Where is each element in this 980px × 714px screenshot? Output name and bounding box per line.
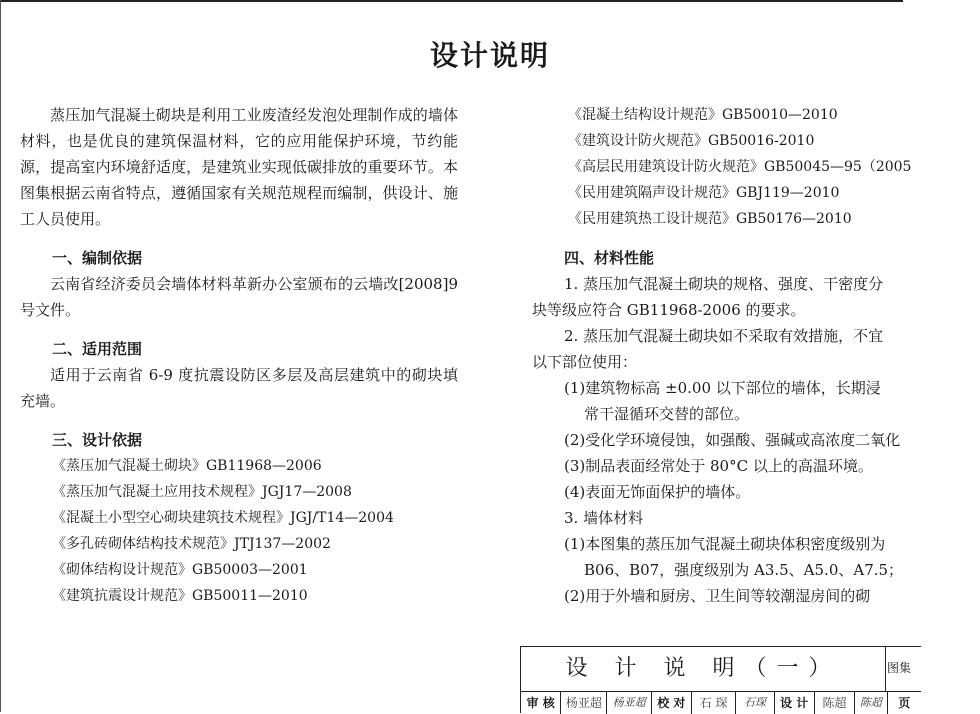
reference-item: 《蒸压加气混凝土应用技术规程》JGJ17—2008 <box>52 484 352 500</box>
body-line: 3. 墙体材料 <box>564 509 644 527</box>
body-line: 块等级应符合 GB11968-2006 的要求。 <box>532 301 806 319</box>
review-label: 审 核 <box>521 692 561 714</box>
section-1-text: 云南省经济委员会墙体材料革新办公室颁布的云墙改[2008]9 号文件。 <box>20 275 458 319</box>
section-2-heading: 二、适用范围 <box>52 340 143 358</box>
design-label: 设 计 <box>775 692 815 714</box>
body-line: 以下部位使用： <box>532 353 638 371</box>
right-column <box>532 102 932 609</box>
reference-item: 《民用建筑隔声设计规范》GBJ119—2010 <box>568 185 840 201</box>
body-line: (4)表面无饰面保护的墙体。 <box>564 483 751 501</box>
reference-item: 《混凝土结构设计规范》GB50010—2010 <box>568 107 838 123</box>
check-signature: 石琛 <box>736 692 774 714</box>
reference-item: 《建筑抗震设计规范》GB50011—2010 <box>52 588 308 604</box>
reference-item: 《混凝土小型空心砌块建筑技术规程》JGJ/T14—2004 <box>52 510 394 526</box>
body-line: (1)本图集的蒸压加气混凝土砌块体积密度级别为 <box>564 535 886 553</box>
review-name: 杨亚超 <box>561 692 607 714</box>
body-line: (2)受化学环境侵蚀，如强酸、强碱或高浓度二氧化 <box>564 431 901 449</box>
intro-paragraph: 蒸压加气混凝土砌块是利用工业废渣经发泡处理制作成的墙体材料，也是优良的建筑保温材料，它的应用能保护环境，节约能源，提高室内环境舒适度，是建筑业实现低碳排放的重要环节。本图集根据云南省特点，遵循国家有关规范规程而编制，供设计、施工人员使用。 <box>20 106 458 228</box>
body-line: (1)建筑物标高 ±0.00 以下部位的墙体，长期浸 <box>564 379 881 397</box>
reference-item: 《高层民用建筑设计防火规范》GB50045—95（2005 <box>568 159 912 175</box>
right-reference-list <box>532 102 932 232</box>
check-label: 校 对 <box>652 692 692 714</box>
reference-item: 《建筑设计防火规范》GB50016-2010 <box>568 133 815 149</box>
section-4-heading: 四、材料性能 <box>564 249 655 267</box>
body-line: 常干湿循环交替的部位。 <box>584 405 750 423</box>
reference-item: 《蒸压加气混凝土砌块》GB11968—2006 <box>52 458 322 474</box>
body-line: (3)制品表面经常处于 80°C 以上的高温环境。 <box>564 457 873 475</box>
title-block-signature-row <box>521 691 921 714</box>
frame-top-border <box>0 0 903 2</box>
body-line: (2)用于外墙和厨房、卫生间等较潮湿房间的砌 <box>564 587 871 605</box>
section-3-reference-list <box>20 453 458 609</box>
reference-item: 《砌体结构设计规范》GB50003—2001 <box>52 562 308 578</box>
design-signature: 陈超 <box>855 692 887 714</box>
review-signature: 杨亚超 <box>607 692 651 714</box>
page-title: 设计说明 <box>429 39 550 72</box>
left-column <box>20 102 458 609</box>
title-block <box>520 646 921 713</box>
title-block-title: 设 计 说 明（一） <box>521 647 886 691</box>
section-2-text: 适用于云南省 6-9 度抗震设防区多层及高层建筑中的砌块填充墙。 <box>20 366 458 410</box>
section-3-heading: 三、设计依据 <box>52 431 143 449</box>
page-label: 页 <box>898 696 911 710</box>
check-name: 石 琛 <box>692 692 736 714</box>
section-1-heading: 一、编制依据 <box>52 249 143 267</box>
design-name: 陈超 <box>815 692 855 714</box>
title-block-atlas-label: 图集 <box>887 661 912 675</box>
body-line: 1. 蒸压加气混凝土砌块的规格、强度、干密度分 <box>564 275 884 293</box>
reference-item: 《多孔砖砌体结构技术规范》JTJ137—2002 <box>52 536 331 552</box>
reference-item: 《民用建筑热工设计规范》GB50176—2010 <box>568 211 852 227</box>
body-line: 2. 蒸压加气混凝土砌块如不采取有效措施，不宜 <box>564 327 884 345</box>
section-4-body <box>532 271 932 609</box>
frame-left-border <box>0 0 1 712</box>
body-line: B06、B07，强度级别为 A3.5、A5.0、A7.5； <box>584 561 904 579</box>
